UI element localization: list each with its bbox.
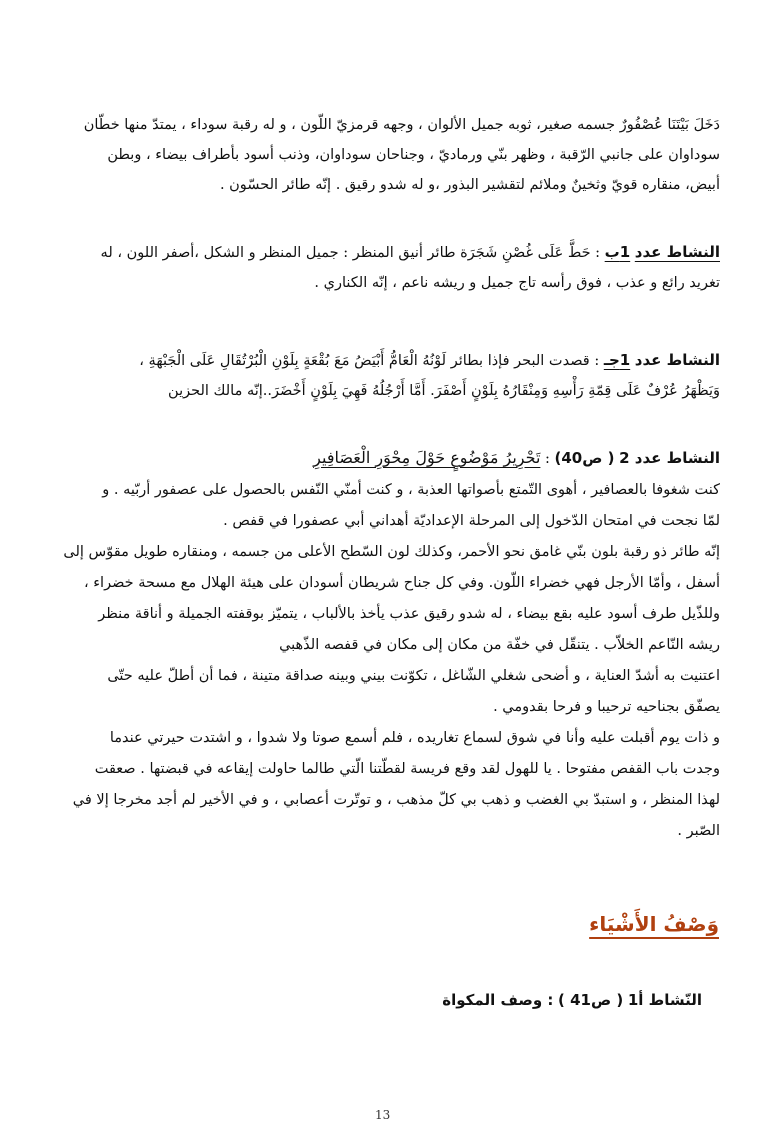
activity-title: تَحْرِيرُ مَوْضُوعٍ حَوْلَ مِحْوَرِ الْعَصَافِيرِ [313,448,541,467]
text-line: لهذا المنظر ، و استبدّ بي الغضب و ذهب بي كلّ مذهب ، و توتّرت أعصابي ، و في الأخير لم أجد مخرجا إلا في [72,792,720,808]
intro-paragraph [60,110,720,200]
activity-label: النشاط عدد [634,351,720,369]
activity-2-body [60,475,720,847]
section-heading: وَصْفُ الأَشْيَاء [589,912,719,936]
activity-2-heading [60,443,720,474]
text-line [60,443,720,474]
activity-1a [60,985,720,1016]
separator: : [540,451,550,467]
activity-label: النشاط عدد [634,243,720,261]
text-line: إنّه طائر ذو رقبة بلون بنّي غامق نحو الأحمر، وكذلك لون السّطح الأعلى من جسمه ، ومنقاره طويل مقوّس إلى [63,544,720,560]
page-number: 13 [375,1108,391,1122]
text-line [60,345,720,376]
text-line [60,985,720,1016]
text-line: أبيض، منقاره قويّ وثخينٌ وملائم لتقشير البذور ،و له شدو رقيق . إنّه طائر الحسّون . [219,177,720,193]
text-line: كنت شغوفا بالعصافير ، أهوى التّمتع بأصواتها العذبة ، و كنت أمنّي النّفس بالحصول على عصفور أربّيه . و [102,482,720,498]
text-line: ريشه النّاعم الخلاّب . يتنقّل في خفّة من مكان إلى مكان في قفصه الذّهبي [279,637,720,653]
activity-number: 1ب [604,243,631,261]
text-line: دَخَلَ بَيْتَنَا عُصْفُورٌ جسمه صغير، ثوبه جميل الألوان ، وجهه قرمزيّ اللّون ، و له رقبة سوداء ، يمتدّ منها خطّان [83,117,720,133]
activity-number: 1جـ [603,351,631,369]
page-reference: ( ص41 ) [557,991,624,1009]
separator: : [590,245,601,261]
text-line: أسفل ، وأمّا الأرجل فهي خضراء اللّون. وفي كل جناح شريطان أسودان على هيئة الهلال مع مسحة خضراء ، [83,575,720,591]
separator: : [594,353,600,369]
text-segment: قصدت البحر فإذا بطائر لَوْنُهُ الْعَامُّ أَبْيَضُ مَعَ بُقْعَةٍ بِلَوْنِ الْبُرْتُقَالِ عَلَى الْجَبْهَةِ ، [139,353,590,369]
text-line [60,237,720,268]
text-line: وللذّيل طرف أسود عليه بقع بيضاء ، له شدو رقيق عذب يأخذ بالألباب ، يتميّز بوقفته الجميلة و أناقة منظر [98,606,720,622]
text-line: اعتنيت به أشدّ العناية ، و أضحى شغلي الشّاغل ، تكوّنت بيني وبينه صداقة متينة ، فما أن أطلّ عليه حتّى [107,668,720,684]
text-line: و ذات يوم أقبلت عليه وأنا في شوق لسماع تغاريده ، فلم أسمع صوتا ولا شدوا ، و اشتدت حيرتي عندما [109,730,720,746]
text-line: يصفّق بجناحيه ترحيبا و فرحا بقدومي . [493,699,720,715]
page-reference: ( ص40) [554,449,615,467]
text-segment: حَطَّ عَلَى غُصْنِ شَجَرَة طائر أنيق المنظر : جميل المنظر و الشكل ،أصفر اللون ، له [100,245,591,261]
text-line: لمّا نجحت في امتحان الدّخول إلى المرحلة الإعداديّة أهداني أبي عصفورا في قفص . [223,513,720,529]
activity-1b [60,237,720,298]
activity-topic: : وصف المكواة [442,991,554,1009]
text-line: وَيَظْهَرُ عُرْفٌ عَلَى قِمّةِ رَأْسِهِ وَمِنْقَارُهُ بِلَوْنٍ أَصْفَرَ. أَمَّا أَرْجُلُهُ فَهِيَ بِلَوْنٍ أَخْضَرَ..إنّه مالك الحزين [168,383,720,399]
text-line: وجدت باب القفص مفتوحا . يا للهول لقد وقع فريسة لقطّتنا الّتي طالما حاولت إيقاعه في قبضتها . صعقت [94,761,720,777]
activity-label: النّشاط أ1 [627,991,702,1009]
activity-label: النشاط عدد 2 [619,449,720,467]
text-line: سوداوان على جانبي الرّقبة ، وظهر بنّي ورماديّ ، وجناحان سوداوان، وذنب أسود بأطراف بيضاء ، وبطن [107,147,720,163]
activity-1c [60,345,720,406]
text-line: تغريد رائع و عذب ، فوق رأسه تاج جميل و ريشه ناعم ، إنّه الكناري . [314,275,720,291]
text-line: الصّبر . [677,823,720,839]
